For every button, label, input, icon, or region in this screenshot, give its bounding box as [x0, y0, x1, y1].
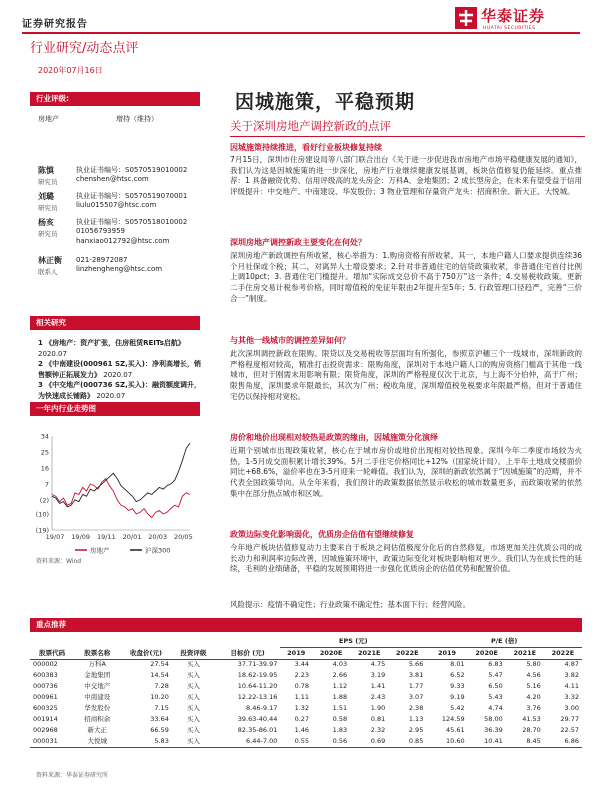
table-cell: 000031	[30, 736, 74, 747]
table-column-header: 2021E	[350, 647, 388, 659]
table-cell: 大悦城	[74, 736, 120, 747]
related-item[interactable]: 3 《中交地产(000736 SZ,买入)：融资额度调升，为快速成长铺路》 2020.07	[38, 381, 201, 400]
table-cell: 600325	[33, 704, 58, 713]
table-cell: 4.03	[332, 660, 348, 669]
x-tick-label: 19/09	[71, 533, 91, 541]
table-cell: 10.60	[426, 736, 467, 747]
industry-trend-chart	[30, 428, 200, 558]
eps-group-header: EPS (元)	[280, 636, 426, 647]
table-cell: 7.15	[154, 704, 169, 713]
x-tick-label: 19/11	[96, 533, 116, 541]
section-heading: 房价和地价出现相对较热是政策的缘由，因城施策分化演绎	[230, 433, 438, 442]
table-cell: 3.76	[526, 704, 541, 713]
table-cell: 124.59	[441, 715, 465, 724]
analyst-name: 刘璐	[38, 192, 54, 201]
report-subtitle: 关于深圳房地产调控新政的点评	[230, 119, 391, 133]
title-divider	[230, 136, 585, 137]
table-column-header: 投资评级	[172, 647, 215, 659]
recommendation-table	[30, 636, 582, 748]
table-column-header: 收盘价(元)	[120, 647, 172, 659]
table-cell: 2.66	[332, 671, 348, 680]
analyst-license: 执业证书编号：S0570519010002	[76, 166, 188, 174]
table-cell: 1.51	[332, 704, 348, 713]
section-heading: 深圳房地产调控新政主要变化在何处？	[230, 238, 366, 247]
legend-label: 沪深300	[145, 546, 171, 555]
table-cell: 36.39	[484, 726, 503, 735]
table-cell: 12.22-13.16	[237, 693, 278, 702]
table-cell: 买入	[186, 660, 200, 669]
table-cell: 买入	[186, 682, 200, 691]
section-heading: 因城施策持续推进，看好行业板块修复持续	[230, 143, 382, 152]
table-row	[30, 692, 582, 703]
table-cell: 000961	[33, 693, 58, 702]
analyst-role: 联系人	[38, 268, 58, 276]
table-cell: 6.44-7.00	[215, 736, 280, 747]
table-cell: 4.87	[564, 660, 579, 669]
analyst-card	[38, 218, 208, 258]
section-heading: 政策边际变化影响弱化，优质房企估值有望继续修复	[230, 530, 414, 539]
y-tick-label: 34	[40, 432, 49, 441]
table-cell: 28.70	[522, 726, 541, 735]
table-cell: 3.07	[408, 693, 424, 702]
report-category: 行业研究/动态点评	[30, 41, 139, 56]
logo-text-en: HUATAI SECURITIES	[483, 26, 536, 31]
report-date: 2020年07月16日	[38, 66, 103, 75]
table-cell: 27.54	[150, 660, 169, 669]
analyst-email[interactable]: chenshen@htsc.com	[76, 175, 149, 184]
table-cell: 600383	[33, 671, 58, 680]
table-cell: 2.43	[370, 693, 386, 702]
chart-heading: 一年内行业走势图	[30, 402, 200, 416]
section-body: 今年地产板块估值修复动力主要来自于板块之间估值极度分化后的自然修复，市场更加关注优质公司的成长动力和利润率边际改善，因城施策环境中，政策边际变化对板块影响相对更少。我们认为在成长性的延续，毛利的业绩储备，平稳的发展预期将进一步强化优质房企的估值优势和配置价值。	[230, 543, 582, 574]
x-tick-label: 20/03	[148, 533, 168, 541]
section-heading: 与其他一线城市的调控差异如何？	[230, 336, 350, 345]
table-cell: 万科A	[88, 660, 106, 669]
y-tick-label: (10)	[35, 510, 49, 519]
table-cell: 8.01	[450, 660, 465, 669]
table-cell: 29.77	[560, 715, 579, 724]
table-cell: 45.61	[446, 726, 465, 735]
table-cell: 10.41	[468, 736, 506, 747]
section-body: 深圳房地产新政调控有所收紧，核心举措为：1.购房资格有所收紧。其一，本地户籍人口要求提供连续36个月社保或个税；其二，对离异人士增设要求；2.针对非普通住宅的信贷政策收紧，非普通住宅首付比例上调10pct；3. 普通住宅门槛提升。增加“实际成交总价不高于750万”这一条件；4.交易税收政策。更新二手住房交易计税参考价格，同时增值税的免征年限由2年提升至5年；5. 行政管理口径趋严，完善“三价合一”制度。	[230, 251, 582, 303]
table-cell: 新大正	[87, 726, 107, 735]
table-cell: 5.66	[408, 660, 424, 669]
table-cell: 中交地产	[84, 682, 111, 691]
table-cell: 3.44	[294, 660, 310, 669]
table-cell: 1.46	[294, 726, 310, 735]
analyst-license: 执业证书编号：S0570518010002	[76, 218, 188, 226]
section-body: 近期个别城市出现政策收紧，核心在于城市房价或地价出现相对较热现象。深圳今年二季度市场较为火热，1-5月成交面积累计增长39%。5月二手住宅价格同比+12%（国家统计局）。上半年土地成交楼面价同比+68.6%，溢价率也在3-5月迎来一轮峰值。我们认为，深圳的新政依然属于“因城施策”的范畴，并不代表全国政策导向。从全年来看，我们预计的政策数据依然显示收松的城市数量更多，而政策收紧的依然集中在部分热点城市和区域。	[230, 446, 582, 498]
table-cell: 5.16	[526, 682, 541, 691]
table-cell: 000736	[33, 682, 58, 691]
y-tick-label: 25	[40, 448, 49, 457]
table-cell: 2.38	[408, 704, 424, 713]
table-column-header: 2022E	[388, 647, 426, 659]
report-type-tag: 证券研究报告	[22, 19, 88, 30]
table-source: 资料来源：华泰证券研究所	[36, 772, 109, 779]
table-cell: 4.56	[526, 671, 541, 680]
x-tick-label: 20/01	[122, 533, 142, 541]
table-cell: 4.11	[564, 682, 579, 691]
table-column-header: 2019	[426, 647, 467, 659]
y-tick-label: (2)	[39, 496, 49, 505]
table-cell: 6.50	[488, 682, 503, 691]
table-column-header: 股票名称	[74, 647, 120, 659]
table-cell: 4.75	[370, 660, 386, 669]
table-cell: 华发股份	[84, 704, 111, 713]
analyst-email[interactable]: hanxiao012792@htsc.com	[76, 236, 170, 245]
table-cell: 7.28	[154, 682, 169, 691]
table-cell: 3.32	[564, 693, 579, 702]
table-cell: 39.63-40.44	[237, 715, 278, 724]
analyst-phone: 021-28972087	[76, 256, 128, 264]
table-cell: 0.85	[388, 736, 426, 747]
table-cell: 6.52	[450, 671, 465, 680]
table-cell: 1.32	[294, 704, 310, 713]
table-column-header: 2022E	[544, 647, 582, 659]
table-cell: 1.13	[408, 715, 424, 724]
table-column-header: 2020E	[468, 647, 506, 659]
rating-value: 增持（维持）	[116, 115, 158, 123]
logo-text-cn: 华泰证券	[481, 7, 546, 25]
table-cell: 4.74	[488, 704, 503, 713]
table-cell: 66.59	[150, 726, 169, 735]
analyst-phone: 01056793959	[76, 227, 125, 236]
table-cell: 2.23	[294, 671, 310, 680]
table-cell: 14.54	[150, 671, 169, 680]
table-cell: 5.47	[488, 671, 503, 680]
table-column-header: 2021E	[506, 647, 544, 659]
table-cell: 41.53	[522, 715, 541, 724]
table-cell: 82.35-86.01	[237, 726, 278, 735]
legend-label: 房地产	[90, 546, 110, 555]
table-cell: 10.64-11.20	[237, 682, 278, 691]
table-cell: 招商积余	[84, 715, 111, 724]
table-cell: 3.19	[370, 671, 386, 680]
table-cell: 3.00	[564, 704, 579, 713]
header-divider	[22, 32, 580, 34]
table-cell: 10.20	[150, 693, 169, 702]
table-cell: 金地集团	[84, 671, 111, 680]
table-cell: 9.33	[450, 682, 465, 691]
analyst-name: 林正衡	[38, 256, 62, 265]
table-row	[30, 714, 582, 725]
rating-sector: 房地产	[38, 115, 59, 123]
table-cell: 8.46-9.17	[246, 704, 278, 713]
recommendation-heading: 重点推荐	[30, 618, 582, 632]
table-cell: 22.57	[560, 726, 579, 735]
table-column-header: 股票代码	[30, 647, 74, 659]
table-cell: 5.42	[450, 704, 465, 713]
table-cell: 0.58	[332, 715, 348, 724]
huatai-logo-icon	[455, 7, 477, 29]
related-item[interactable]: 2 《中南建设(000961 SZ,买入)：净利高增长，销售额钟正拓展发力》 2020.07	[38, 360, 201, 379]
x-tick-label: 20/05	[173, 533, 193, 541]
report-title: 因城施策，平稳预期	[235, 91, 416, 113]
table-cell: 0.69	[350, 736, 388, 747]
related-item[interactable]: 1 《房地产：资产扩张，住房租赁REITs启航》 2020.07	[38, 339, 185, 358]
table-cell: 18.62-19.95	[237, 671, 278, 680]
table-cell: 5.83	[120, 736, 172, 747]
table-cell: 0.56	[312, 736, 350, 747]
table-cell: 6.83	[488, 660, 503, 669]
table-cell: 买入	[186, 704, 200, 713]
table-column-header: 2019	[280, 647, 312, 659]
table-cell: 买入	[186, 671, 200, 680]
table-cell: 1.11	[294, 693, 310, 702]
analyst-email[interactable]: liulu015507@htsc.com	[76, 201, 157, 210]
table-cell: 37.71-39.97	[237, 660, 278, 669]
table-cell: 3.81	[408, 671, 424, 680]
analyst-card	[38, 256, 208, 286]
series-line-csi300	[52, 443, 190, 507]
analyst-license: 执业证书编号：S0570519070001	[76, 192, 188, 200]
section-body: 此次深圳调控新政在限购、限贷以及交易税收等层面均有所强化，参照京沪穗三个一线城市，深圳新政的严格程度相对较高，精准打击投资需求：限购角度，深圳对于本地户籍人口的购房资格门槛高于其他一线城市，但对于刚需未用影响有限；限贷角度，深圳的严格程度仅次于北京，与上海不分伯仲，高于广州；限售角度，深圳要求年限最长，其次为广州；税收角度，深圳增值税免税要求年限最严格，但对于普通住宅仍以保持相对宽松。	[230, 349, 582, 401]
table-cell: 5.80	[526, 660, 541, 669]
x-tick-label: 19/07	[45, 533, 65, 541]
analyst-role: 研究员	[38, 204, 58, 212]
table-cell: 1.77	[408, 682, 424, 691]
table-row	[30, 681, 582, 692]
chart-source: 资料来源：Wind	[36, 558, 82, 565]
table-column-header: 目标价 (元)	[215, 647, 280, 659]
table-cell: 0.27	[294, 715, 310, 724]
rating-heading: 行业评级:	[30, 92, 200, 106]
analyst-name: 杨亥	[38, 218, 54, 227]
table-cell: 8.45	[506, 736, 544, 747]
analyst-email[interactable]: linzhengheng@htsc.com	[76, 265, 163, 274]
table-cell: 2.32	[370, 726, 386, 735]
table-cell: 2.95	[408, 726, 424, 735]
table-cell: 58.00	[484, 715, 503, 724]
table-cell: 0.81	[370, 715, 386, 724]
analyst-role: 研究员	[38, 178, 58, 186]
table-cell: 5.43	[488, 693, 503, 702]
table-cell: 33.64	[150, 715, 169, 724]
table-cell: 买入	[186, 693, 200, 702]
table-cell: 0.55	[280, 736, 312, 747]
table-cell: 002968	[33, 726, 58, 735]
table-cell: 1.90	[370, 704, 386, 713]
table-row	[30, 736, 582, 747]
related-research-list	[38, 338, 203, 401]
industry-rating	[38, 115, 198, 124]
table-cell: 6.86	[544, 736, 582, 747]
table-cell: 买入	[172, 736, 215, 747]
table-cell: 000002	[33, 660, 58, 669]
table-cell: 1.88	[332, 693, 348, 702]
section-body: 7月15日，深圳市住房建设局等八部门联合出台《关于进一步促进我市房地产市场平稳健康发展的通知》，我们认为这是因城施策的进一步深化，房地产行业继续健康发展基调，板块估值修复仍能延续。重点推荐：1 具备融资优势、信用评级高的龙头房企：万科A、金地集团；2 成长型房企，在未来有望受益于信用评级提升：中交地产、中南建设、华发股份；3 物业管理和存量资产龙头：招商积余、新大正、大悦城。	[230, 155, 582, 196]
table-cell: 0.78	[294, 682, 310, 691]
table-cell: 001914	[33, 715, 58, 724]
table-cell: 1.12	[332, 682, 348, 691]
table-cell: 1.41	[370, 682, 386, 691]
table-cell: 3.82	[564, 671, 579, 680]
table-cell: 买入	[186, 715, 200, 724]
y-tick-label: (19)	[35, 526, 49, 535]
table-row	[30, 703, 582, 714]
table-column-header: 2020E	[312, 647, 350, 659]
table-cell: 4.20	[526, 693, 541, 702]
table-cell: 9.19	[450, 693, 465, 702]
table-cell: 1.83	[332, 726, 348, 735]
related-research-heading: 相关研究	[30, 316, 200, 330]
table-cell: 买入	[186, 726, 200, 735]
y-tick-label: 16	[40, 464, 49, 473]
risk-warning: 风险提示：疫情不确定性；行业政策不确定性；基本面下行；经营风险。	[230, 600, 470, 609]
pe-group-header: P/E (倍)	[426, 636, 582, 647]
table-row	[30, 670, 582, 681]
company-logo	[455, 5, 585, 35]
table-row	[30, 725, 582, 736]
table-cell: 中南建设	[84, 693, 111, 702]
y-tick-label: 7	[44, 480, 49, 489]
table-row	[30, 659, 582, 670]
analyst-name: 陈慎	[38, 166, 54, 175]
analyst-role: 研究员	[38, 230, 58, 238]
